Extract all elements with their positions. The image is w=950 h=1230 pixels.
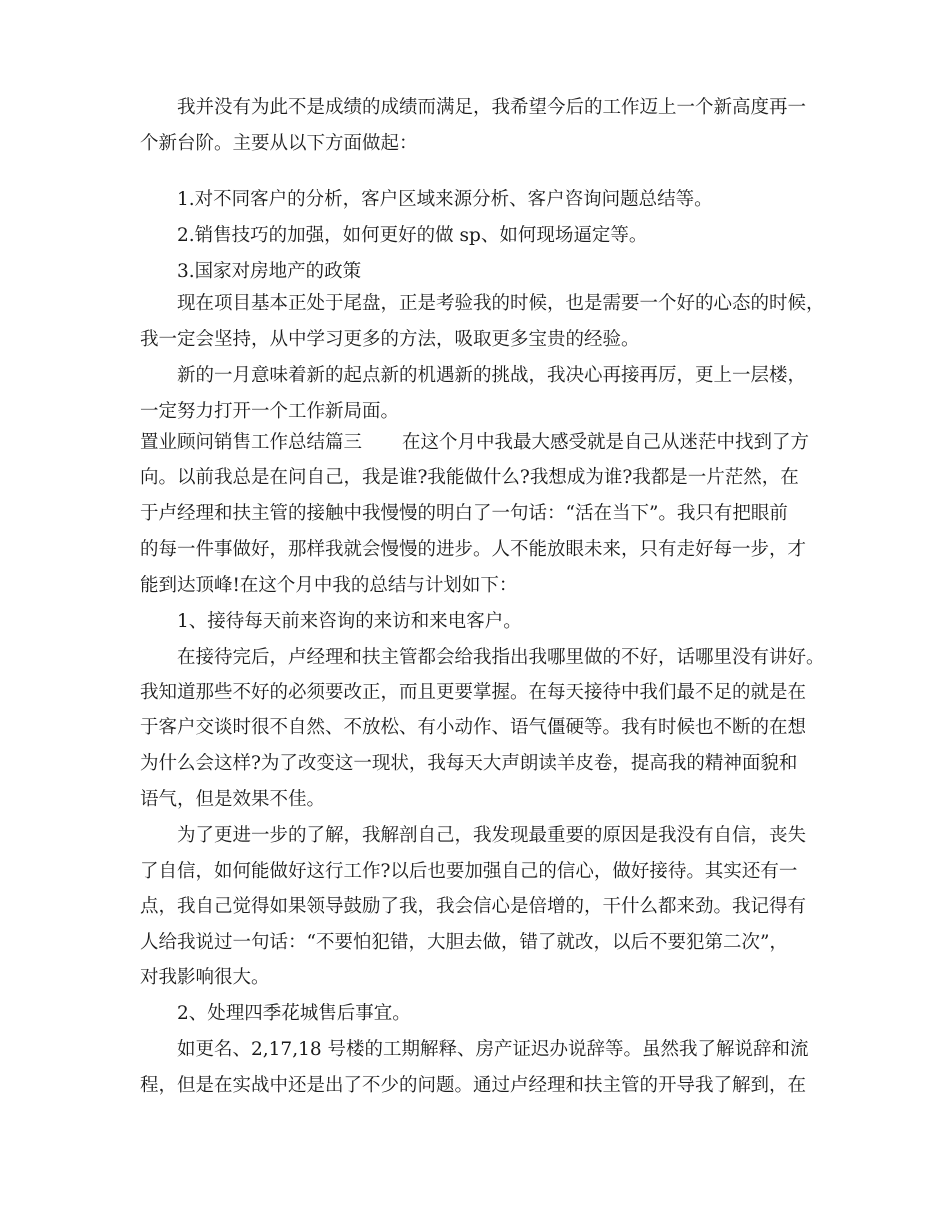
paragraph-line: 于卢经理和扶主管的接触中我慢慢的明白了一句话：“活在当下”。我只有把眼前 [140,503,788,524]
paragraph-line: 程，但是在实战中还是出了不少的问题。通过卢经理和扶主管的开导我了解到，在 [140,1075,807,1096]
section-title: 置业顾问销售工作总结篇三 [140,432,363,453]
paragraph-line: 语气，但是效果不佳。 [140,789,326,810]
paragraph-line: 在接待完后，卢经理和扶主管都会给我指出我哪里做的不好，话哪里没有讲好。 [177,647,825,668]
paragraph-line: 人给我说过一句话：“不要怕犯错，大胆去做，错了就改，以后不要犯第二次”， [140,932,788,953]
list-item: 2、处理四季花城售后事宜。 [177,1003,411,1024]
paragraph-line: 我一定会坚持，从中学习更多的方法，吸取更多宝贵的经验。 [140,329,640,350]
paragraph-line: 于客户交谈时很不自然、不放松、有小动作、语气僵硬等。我有时候也不断的在想 [140,717,807,738]
paragraph-line: 向。以前我总是在问自己，我是谁?我能做什么?我想成为谁?我都是一片茫然，在 [140,467,799,488]
paragraph-line: 我知道那些不好的必须要改正，而且更要掌握。在每天接待中我们最不足的就是在 [140,682,807,703]
section-line [140,431,809,455]
paragraph-line: 新的一月意味着新的起点新的机遇新的挑战，我决心再接再厉，更上一层楼， [177,365,807,386]
paragraph-text: 在这个月中我最大感受就是自己从迷茫中找到了方 [402,432,810,453]
paragraph-line: 现在项目基本正处于尾盘，正是考验我的时候，也是需要一个好的心态的时候， [177,293,825,314]
paragraph-line: 了自信，如何能做好这行工作?以后也要加强自己的信心，做好接待。其实还有一 [140,861,798,882]
paragraph-line: 为什么会这样?为了改变这一现状，我每天大声朗读羊皮卷，提高我的精神面貌和 [140,753,798,774]
list-item: 2.销售技巧的加强，如何更好的做 sp、如何现场逼定等。 [177,225,648,246]
paragraph-line: 一定努力打开一个工作新局面。 [140,401,400,422]
paragraph-line: 能到达顶峰!在这个月中我的总结与计划如下： [140,575,518,596]
list-item: 1、接待每天前来咨询的来访和来电客户。 [177,611,522,632]
paragraph-line: 为了更进一步的了解，我解剖自己，我发现最重要的原因是我没有自信，丧失 [177,825,807,846]
paragraph-line: 我并没有为此不是成绩的成绩而满足，我希望今后的工作迈上一个新高度再一 [177,97,807,118]
paragraph-line: 点，我自己觉得如果领导鼓励了我，我会信心是倍增的，干什么都来劲。我记得有 [140,896,807,917]
paragraph-line: 的每一件事做好，那样我就会慢慢的进步。人不能放眼未来，只有走好每一步，才 [140,539,807,560]
paragraph-line: 个新台阶。主要从以下方面做起： [140,133,418,154]
list-item: 1.对不同客户的分析，客户区域来源分析、客户咨询问题总结等。 [177,189,713,210]
list-item: 3.国家对房地产的政策 [177,261,362,282]
paragraph-line: 如更名、2,17,18 号楼的工期解释、房产证迟办说辞等。虽然我了解说辞和流 [177,1039,809,1060]
paragraph-line: 对我影响很大。 [140,967,270,988]
